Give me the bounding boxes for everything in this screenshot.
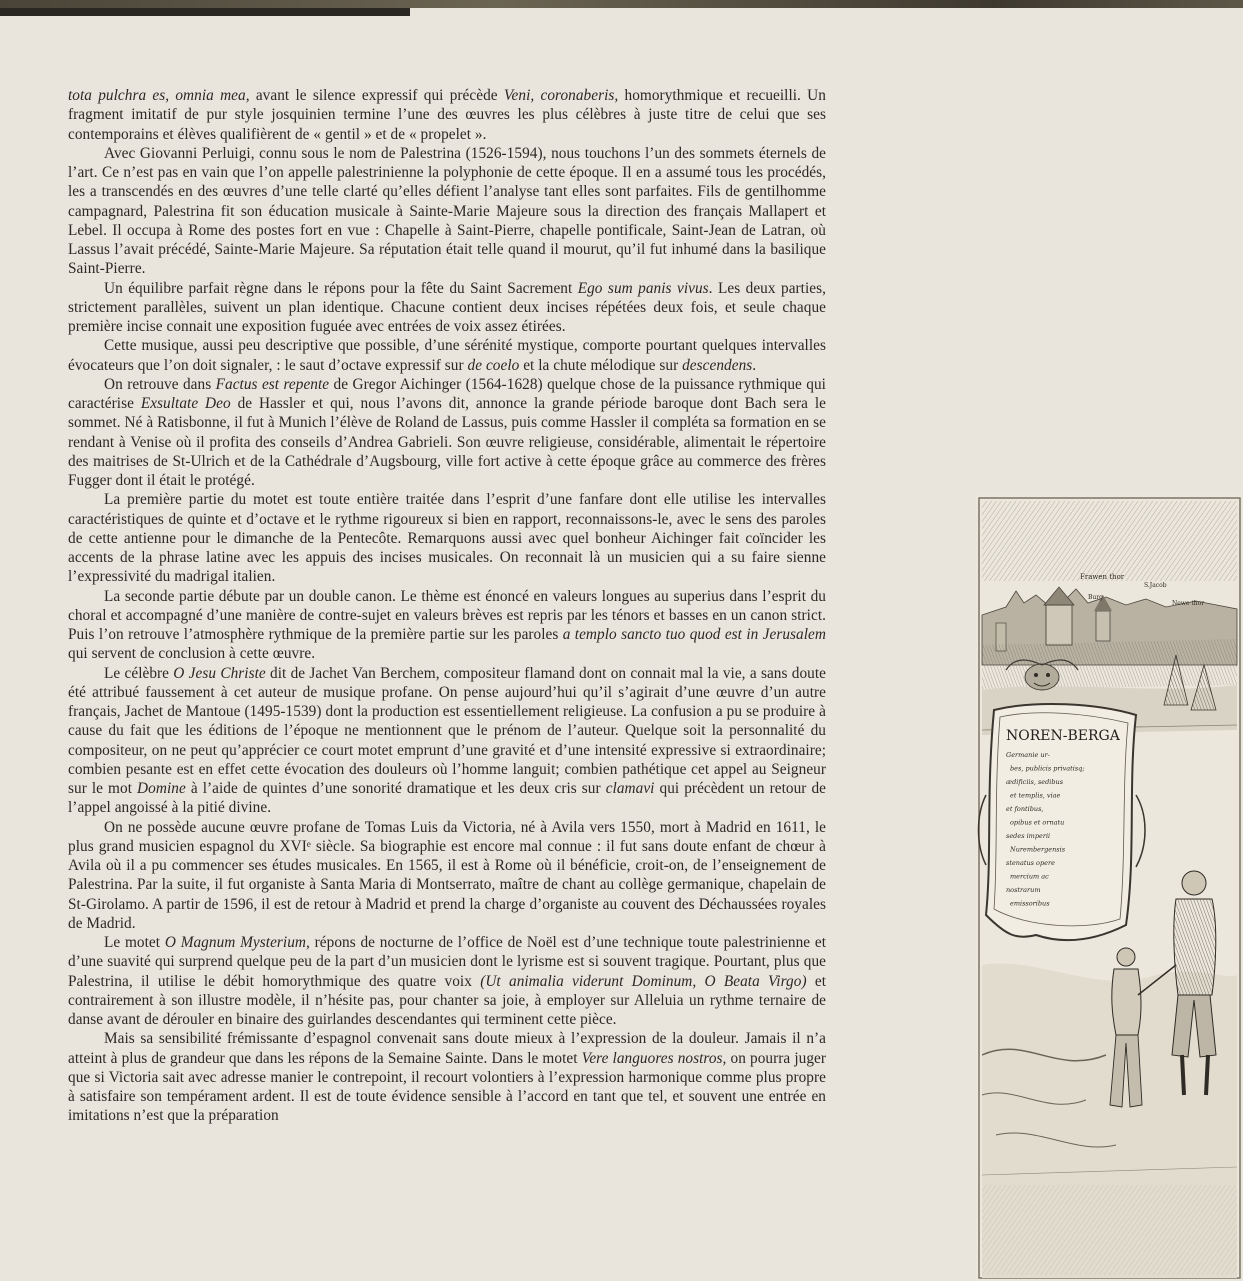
text-run: avant le silence expressif qui précède — [249, 87, 504, 104]
text-run: La seconde partie débute par un double canon. Le thème est énoncé en valeurs longues au superius dans l’esprit du choral et accompagné d’une manière de contre-sujet en valeurs brèves est repris par les ténors et basses en un canon strict. Puis l’on retrouve l’atmosphère rythmique de la première partie sur les paroles — [68, 587, 826, 643]
top-image-strip — [0, 0, 1243, 8]
article-paragraph — [68, 664, 826, 818]
article-paragraph — [68, 86, 826, 144]
text-run: . — [752, 356, 757, 374]
italic-title: O Magnum Mysterium, — [164, 934, 310, 951]
article-body — [68, 86, 826, 1126]
text-run: de Gregor Aichinger (1564-1628) quelque chose de la puissance rythmique qui caractérise — [68, 375, 826, 412]
article-paragraph — [68, 818, 826, 934]
text-run: Le célèbre — [104, 664, 174, 682]
italic-title: Ego sum panis vivus — [577, 279, 709, 297]
text-run: qui précèdent un retour de l’appel angoissé à la pitié divine. — [68, 780, 826, 817]
article-paragraph — [68, 279, 826, 337]
city-label: S.Jacob — [1144, 582, 1167, 589]
text-run: répons de nocturne de l’office de Noël est d’une technique toute palestrinienne et d’une suavité qui surprend quelque peu de la part d’un musicien dont le lyrisme est si souvent tragique. Pourtant, plus que Palestrina, il utilise le débit homorythmique des quatre voix — [68, 934, 827, 990]
italic-title: O Jesu Christe — [173, 664, 266, 682]
italic-title: Factus est repente — [215, 375, 330, 393]
text-run: et la chute mélodique sur — [519, 356, 683, 374]
article-paragraph — [68, 1029, 826, 1125]
text-run: on pourra juger que si Victoria sait avec adresse manier le contrepoint, il recourt volontiers à l’expression harmonique comme plus propre à satisfaire son tempérament ardent. Il est de toute évidence sensible à l’accord en tant que tel, et souvent une entrée en imitations n’est que la préparation — [68, 1049, 827, 1125]
cartouche-inscription-line: et templis, viae — [1010, 791, 1061, 800]
italic-title: (Ut animalia viderunt Dominum, O Beata Virgo) — [480, 972, 807, 990]
text-run: Mais sa sensibilité frémissante d’espagnol convenait sans doute mieux à l’expression de la douleur. Jamais il n’a atteint à plus de grandeur que dans les répons de la Semaine Sainte. Dans le motet — [68, 1030, 826, 1067]
cartouche-inscription-line: ædificiis, sedibus — [1006, 778, 1064, 786]
article-paragraph — [68, 336, 826, 375]
italic-title: Domine — [137, 780, 186, 797]
text-run: . Les deux parties, strictement parallèles, suivent un plan identique. Chacune contient deux incises répétées deux fois, et seule chaque première incise connait une exposition fuguée avec entrées de voix assez étirées. — [68, 279, 826, 335]
text-run: On retrouve dans — [104, 375, 216, 393]
italic-title: Vere languores nostros, — [581, 1049, 727, 1067]
italic-title: clamavi — [605, 780, 655, 797]
cartouche-inscription-line: opibus et ornatu — [1010, 818, 1065, 827]
article-paragraph — [68, 587, 826, 664]
cartouche-inscription-line: nostrarum — [1006, 886, 1041, 894]
italic-title: de coelo — [467, 356, 520, 374]
cartouche-inscription-line: emissoribus — [1010, 899, 1050, 908]
text-run: dit de Jachet Van Berchem, compositeur flamand dont on connait mal la vie, a sans doute été attribué faussement à cet auteur de musique profane. On pense aujourd’hui qu’il s’agirait d’une œuvre d’un autre français, Jachet de Mantoue (1495-1539) dont la production est essentiellement religieuse. La confusion a pu se produire à cause du fait que les éditions de l’époque ne mentionnent que le prénom de l’auteur. Quelque soit la personnalité du compositeur, on ne peut qu’apprécier ce court motet emprunt d’une gravité et d’une intensité expressive si extraordinaire; combien pesante est en effet cette évocation des douleurs où l’homme languit; combien pathétique cet appel au Seigneur sur le mot — [68, 664, 826, 797]
city-label: Newe thor — [1172, 600, 1205, 607]
article-paragraph — [68, 490, 826, 586]
text-run: qui servent de conclusion à cette œuvre. — [68, 645, 316, 663]
article-paragraph — [68, 375, 826, 491]
italic-title: a templo sancto tuo quod est in Jerusalem — [562, 626, 826, 643]
cartouche-title: NOREN-BERGA — [1006, 728, 1120, 744]
city-label: Frawen thor — [1080, 573, 1125, 581]
article-paragraph — [68, 144, 826, 279]
article-paragraph — [68, 933, 826, 1029]
text-run: homorythmique et recueilli. Un fragment imitatif de pur style josquinien termine l’une des œuvres les plus célèbres à juste titre de celui que ses contemporains et élèves qualifièrent de « gentil » et de « propelet ». — [68, 87, 826, 143]
cartouche-inscription-line: Germanie ur- — [1006, 751, 1050, 759]
italic-title: tota pulchra es, omnia mea, — [68, 87, 250, 104]
italic-title: Veni, coronaberis, — [503, 87, 619, 104]
engraving-illustration — [976, 495, 1243, 1281]
italic-title: Exsultate Deo — [140, 395, 231, 412]
cartouche-inscription-line: et fontibus, — [1006, 805, 1044, 813]
text-run: Cette musique, aussi peu descriptive que possible, d’une sérénité mystique, comporte pourtant quelques intervalles évocateurs que l’on doit signaler, : le saut d’octave expressif sur — [68, 337, 826, 374]
text-run: de Hassler et qui, nous l’avons dit, annonce la grande période baroque dont Bach sera le sommet. Né à Ratisbonne, il fut à Munich l’élève de Roland de Lassus, puis comme Hassler il compléta sa formation en se rendant à Venise où il profita des conseils d’Andrea Gabrieli. Son œuvre religieuse, considérable, alimentait le répertoire des maitrises de St-Ulrich et de la Cathédrale d’Augsbourg, ville fort active à cette époque grâce au commerce des frères Fugger dont il était le protégé. — [68, 395, 826, 489]
cartouche-inscription-line: mercium ac — [1010, 872, 1049, 881]
text-run: et contrairement à son illustre modèle, il n’hésite pas, pour chanter sa joie, à employer sur Alleluia un rythme ternaire de danse avant de dérouler en binaire des guirlandes descendantes qui terminent cette pièce. — [68, 972, 826, 1028]
cartouche-inscription-line: Nurembergensis — [1010, 845, 1066, 854]
cartouche-inscription-line: sedes imperii — [1006, 832, 1051, 840]
city-label: Burg — [1088, 594, 1103, 601]
top-rule — [0, 8, 410, 16]
italic-title: descendens — [682, 356, 753, 374]
text-run: On ne possède aucune œuvre profane de Tomas Luis da Victoria, né à Avila vers 1550, mort à Madrid en 1611, le plus grand musicien espagnol du XVIᵉ siècle. Sa biographie est encore mal connue : il fut sans doute enfant de chœur à Avila où il a pu commencer ses études musicales. En 1565, il est à Rome où il bénéficie, croit-on, de l’enseignement de Palestrina. Par la suite, il fut organiste à Santa Maria di Montserrato, maître de chant au collège germanique, chapelain de St-Girolamo. A partir de 1596, il est de retour à Madrid et prend la charge d’organiste au couvent des Déchaussées royales de Madrid. — [68, 818, 826, 932]
text-run: à l’aide de quintes d’une sonorité dramatique et les deux cris sur — [185, 780, 606, 797]
cartouche-inscription-line: bes, publicis privatisq; — [1010, 764, 1085, 773]
text-run: Le motet — [104, 934, 165, 951]
text-run: Un équilibre parfait règne dans le répons pour la fête du Saint Sacrement — [104, 279, 578, 297]
nuremberg-engraving-art — [976, 495, 1243, 1281]
cartouche-inscription-line: stenatus opere — [1006, 859, 1055, 867]
text-run: La première partie du motet est toute entière traitée dans l’esprit d’une fanfare dont elle utilise les intervalles caractéristiques de quinte et d’octave et le rythme rigoureux si bien en rapport, reconnaissons-le, avec le sens des paroles de cette antienne pour le dimanche de la Pentecôte. Remarquons aussi avec quel bonheur Aichinger fait coïncider les accents de la phrase latine avec les appuis des incises musicales. On reconnait là un musicien qui a su faire sienne l’expressivité du madrigal italien. — [68, 491, 826, 586]
text-run: Avec Giovanni Perluigi, connu sous le nom de Palestrina (1526-1594), nous touchons l’un des sommets éternels de l’art. Ce n’est pas en vain que l’on appelle palestrinienne la polyphonie de cette époque. Il en a assumé tous les procédés, les a transcendés en des œuvres d’une telle clarté qu’elles défient l’analyse tant elles sont parfaites. Fils de gentilhomme campagnard, Palestrina fit son éducation musicale à Sainte-Marie Majeure sous la direction des français Mallapert et Lebel. Il occupa à Rome des postes fort en vue : Chapelle à Saint-Pierre, chapelle pontificale, Saint-Jean de Latran, où Lassus l’avait précédé, Sainte-Marie Majeure. Sa réputation était telle quand il mourut, qu’il fut inhumé dans la basilique Saint-Pierre. — [68, 144, 826, 278]
